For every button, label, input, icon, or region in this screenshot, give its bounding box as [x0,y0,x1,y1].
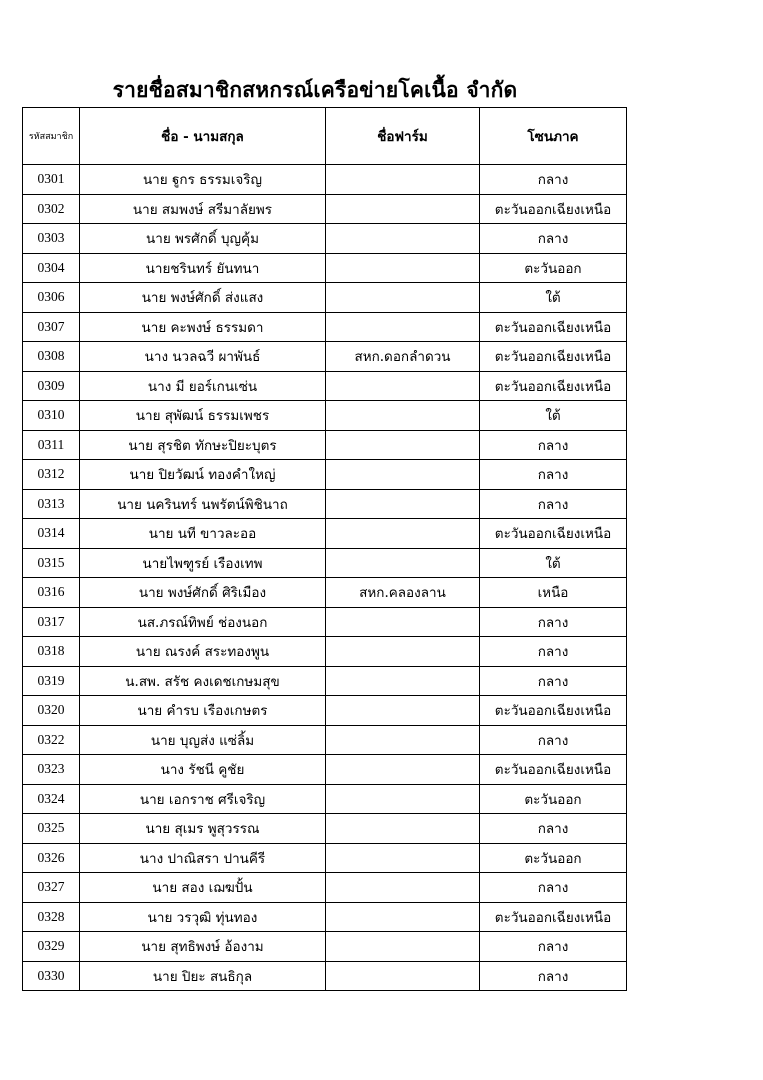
table-row [23,814,627,844]
member-id-cell: 0318 [23,637,80,667]
farm-name-cell [326,430,480,460]
zone-cell: กลาง [480,165,627,195]
farm-name-cell [326,224,480,254]
table-row [23,430,627,460]
member-name-cell: นาง มี ยอร์เกนเซ่น [80,371,326,401]
member-name-cell: นาย สุทธิพงษ์ อ้องาม [80,932,326,962]
member-name-cell: นาง รัชนี คูชัย [80,755,326,785]
member-id-cell: 0309 [23,371,80,401]
farm-name-cell [326,607,480,637]
header-member-id: รหัสสมาชิก [23,108,80,165]
member-name-cell: นาย เอกราช ศรีเจริญ [80,784,326,814]
farm-name-cell [326,312,480,342]
farm-name-cell [326,637,480,667]
zone-cell: กลาง [480,607,627,637]
member-id-cell: 0325 [23,814,80,844]
table-row [23,843,627,873]
table-row [23,194,627,224]
zone-cell: กลาง [480,932,627,962]
member-name-cell: นาย พงษ์ศักดิ์ ศิริเมือง [80,578,326,608]
table-row [23,460,627,490]
zone-cell: ตะวันออก [480,784,627,814]
member-id-cell: 0323 [23,755,80,785]
table-row [23,253,627,283]
member-name-cell: น.สพ. สรัช คงเดชเกษมสุข [80,666,326,696]
farm-name-cell [326,784,480,814]
zone-cell: ตะวันออกเฉียงเหนือ [480,342,627,372]
zone-cell: ตะวันออกเฉียงเหนือ [480,194,627,224]
member-name-cell: นาย พงษ์ศักดิ์ ส่งแสง [80,283,326,313]
table-row [23,489,627,519]
farm-name-cell [326,725,480,755]
zone-cell: กลาง [480,637,627,667]
member-name-cell: นาย ณรงค์ สระทองพูน [80,637,326,667]
farm-name-cell [326,283,480,313]
table-row [23,401,627,431]
farm-name-cell [326,666,480,696]
member-id-cell: 0312 [23,460,80,490]
member-id-cell: 0310 [23,401,80,431]
member-id-cell: 0307 [23,312,80,342]
header-farm-name: ชื่อฟาร์ม [326,108,480,165]
farm-name-cell [326,755,480,785]
member-id-cell: 0304 [23,253,80,283]
member-id-cell: 0314 [23,519,80,549]
member-name-cell: นาย บุญส่ง แซ่ลิ้ม [80,725,326,755]
member-id-cell: 0324 [23,784,80,814]
member-id-cell: 0328 [23,902,80,932]
member-id-cell: 0316 [23,578,80,608]
zone-cell: กลาง [480,961,627,991]
zone-cell: ตะวันออกเฉียงเหนือ [480,312,627,342]
member-id-cell: 0326 [23,843,80,873]
table-row [23,342,627,372]
members-table [22,107,627,991]
member-name-cell: นายชรินทร์ ยันทนา [80,253,326,283]
member-id-cell: 0302 [23,194,80,224]
table-row [23,607,627,637]
zone-cell: กลาง [480,814,627,844]
farm-name-cell [326,548,480,578]
header-zone: โซนภาค [480,108,627,165]
farm-name-cell [326,371,480,401]
member-id-cell: 0311 [23,430,80,460]
farm-name-cell [326,519,480,549]
member-id-cell: 0317 [23,607,80,637]
farm-name-cell [326,165,480,195]
member-name-cell: นายไพฑูรย์ เรืองเทพ [80,548,326,578]
table-row [23,755,627,785]
table-row [23,784,627,814]
member-id-cell: 0319 [23,666,80,696]
member-id-cell: 0327 [23,873,80,903]
member-name-cell: นาง นวลฉวี ผาพันธ์ [80,342,326,372]
member-name-cell: นาย คำรบ เรืองเกษตร [80,696,326,726]
member-id-cell: 0322 [23,725,80,755]
zone-cell: ตะวันออกเฉียงเหนือ [480,519,627,549]
table-row [23,578,627,608]
zone-cell: ใต้ [480,401,627,431]
table-row [23,666,627,696]
member-name-cell: นาย ปิยะ สนธิกุล [80,961,326,991]
zone-cell: ตะวันออกเฉียงเหนือ [480,696,627,726]
member-name-cell: นาย คะพงษ์ ธรรมดา [80,312,326,342]
zone-cell: กลาง [480,224,627,254]
table-row [23,224,627,254]
member-id-cell: 0303 [23,224,80,254]
zone-cell: กลาง [480,460,627,490]
zone-cell: ตะวันออกเฉียงเหนือ [480,755,627,785]
table-row [23,637,627,667]
table-row [23,961,627,991]
table-row [23,312,627,342]
farm-name-cell: สหก.ดอกลำดวน [326,342,480,372]
member-id-cell: 0329 [23,932,80,962]
farm-name-cell [326,460,480,490]
zone-cell: เหนือ [480,578,627,608]
farm-name-cell [326,489,480,519]
farm-name-cell [326,814,480,844]
farm-name-cell [326,932,480,962]
farm-name-cell [326,253,480,283]
farm-name-cell [326,902,480,932]
farm-name-cell [326,401,480,431]
table-row [23,932,627,962]
zone-cell: ตะวันออกเฉียงเหนือ [480,902,627,932]
member-name-cell: นาย ปิยวัฒน์ ทองคำใหญ่ [80,460,326,490]
zone-cell: กลาง [480,725,627,755]
table-row [23,696,627,726]
table-row [23,725,627,755]
zone-cell: กลาง [480,666,627,696]
member-name-cell: นาง ปาณิสรา ปานคีรี [80,843,326,873]
table-header-row [23,108,627,165]
member-name-cell: นาย สุพัฒน์ ธรรมเพชร [80,401,326,431]
table-row [23,902,627,932]
zone-cell: ใต้ [480,283,627,313]
zone-cell: กลาง [480,430,627,460]
zone-cell: กลาง [480,873,627,903]
table-row [23,165,627,195]
member-name-cell: นส.ภรณ์ทิพย์ ช่องนอก [80,607,326,637]
farm-name-cell [326,843,480,873]
member-id-cell: 0308 [23,342,80,372]
table-row [23,283,627,313]
member-id-cell: 0313 [23,489,80,519]
zone-cell: ตะวันออกเฉียงเหนือ [480,371,627,401]
member-id-cell: 0301 [23,165,80,195]
table-row [23,873,627,903]
header-full-name: ชื่อ - นามสกุล [80,108,326,165]
zone-cell: ตะวันออก [480,253,627,283]
member-name-cell: นาย นที ขาวละออ [80,519,326,549]
member-name-cell: นาย สุรชิต ทักษะปิยะบุตร [80,430,326,460]
member-name-cell: นาย พรศักดิ์ บุญคุ้ม [80,224,326,254]
member-id-cell: 0306 [23,283,80,313]
zone-cell: ใต้ [480,548,627,578]
member-name-cell: นาย สุเมร พูสุวรรณ [80,814,326,844]
table-row [23,371,627,401]
farm-name-cell [326,961,480,991]
table-row [23,519,627,549]
member-id-cell: 0320 [23,696,80,726]
farm-name-cell [326,696,480,726]
member-name-cell: นาย สมพงษ์ สรีมาลัยพร [80,194,326,224]
table-row [23,548,627,578]
farm-name-cell: สหก.คลองลาน [326,578,480,608]
zone-cell: กลาง [480,489,627,519]
member-id-cell: 0330 [23,961,80,991]
farm-name-cell [326,194,480,224]
member-name-cell: นาย ฐูกร ธรรมเจริญ [80,165,326,195]
member-name-cell: นาย สอง เฌฆปั้น [80,873,326,903]
zone-cell: ตะวันออก [480,843,627,873]
farm-name-cell [326,873,480,903]
member-name-cell: นาย วรวุฒิ ทุ่นทอง [80,902,326,932]
member-name-cell: นาย นครินทร์ นพรัตน์พิชินาถ [80,489,326,519]
document-title: รายชื่อสมาชิกสหกรณ์เครือข่ายโคเนื้อ จำกัด [112,78,518,102]
member-id-cell: 0315 [23,548,80,578]
